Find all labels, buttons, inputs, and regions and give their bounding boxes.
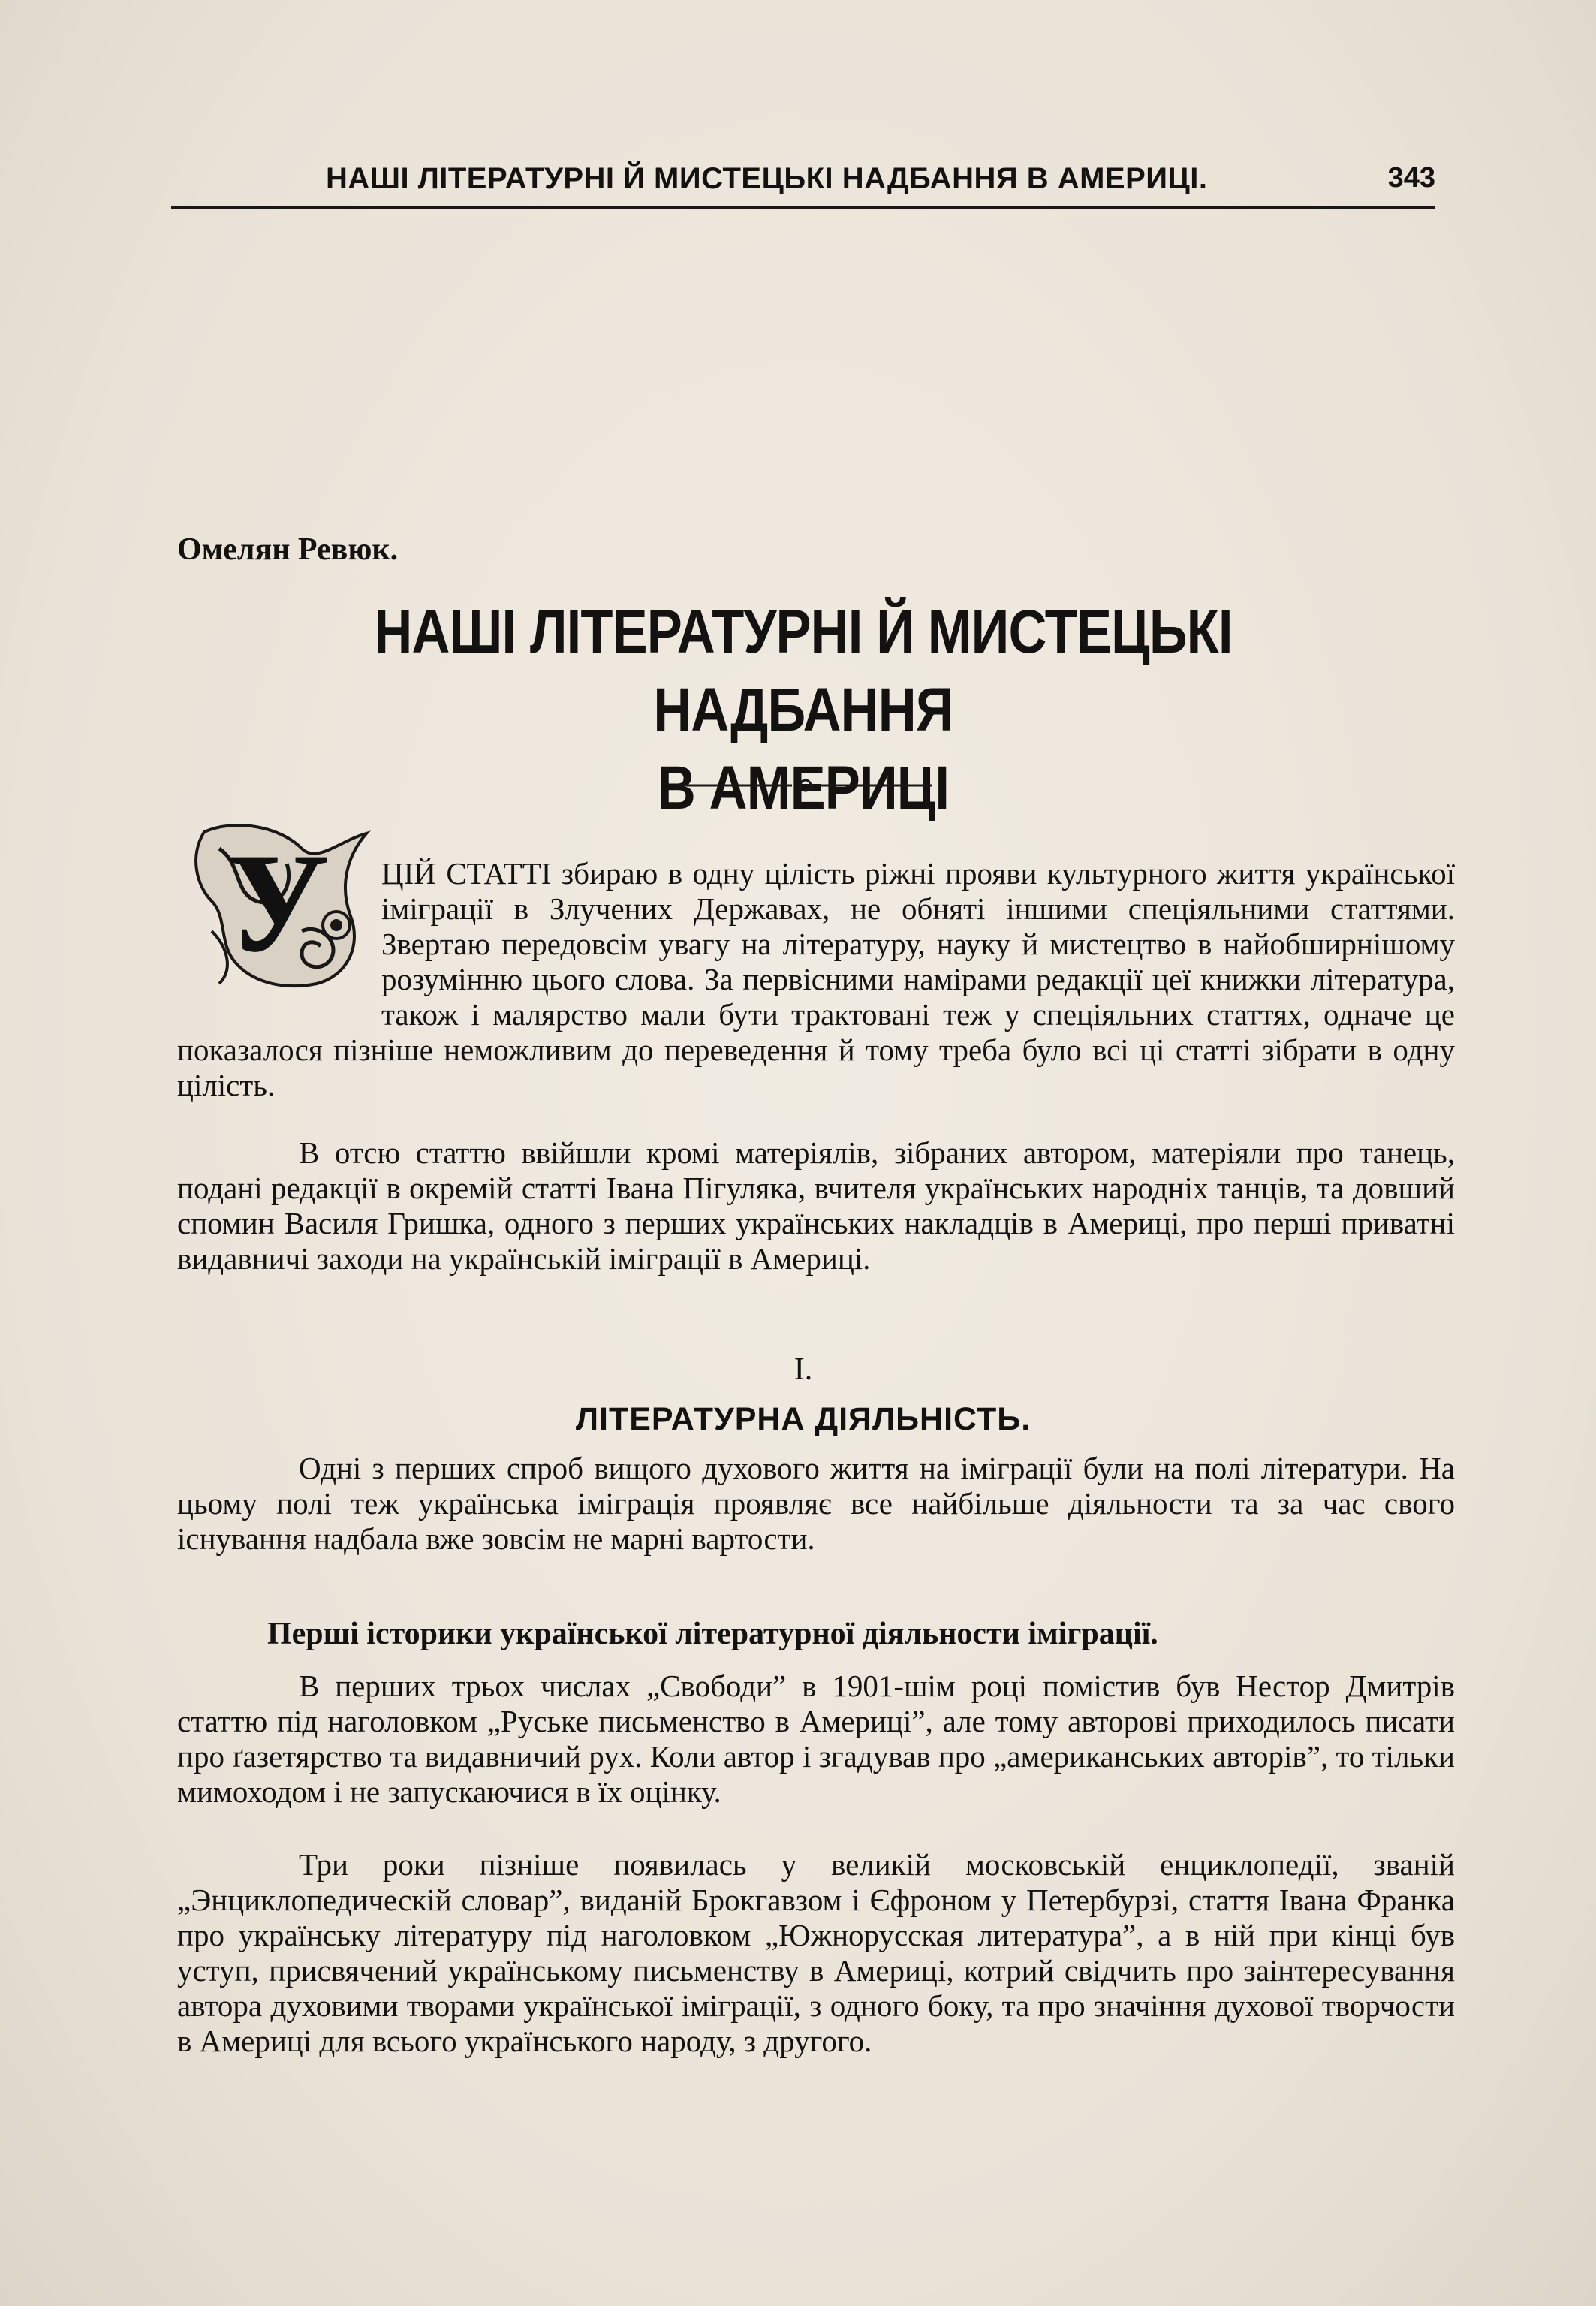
- article-title-line-2: В АМЕРИЦІ: [657, 754, 950, 822]
- paragraph-5: Три роки пізніше появилась у великій московській енциклопедії, званій „Энциклопедическій словар”, виданій Брокгавзом і Єфроном у Петербурзі, стаття Івана Франка про українську літературу під наголовком „Южнорусская литература”, а в ній при кінці був уступ, присвячений українському письменству в Америці, котрий свідчить про заінтересування автора духовими творами української іміграції, з одного боку, та про значіння духової творчости в Америці для всього українського народу, з другого.: [177, 1847, 1455, 2058]
- paragraph-3: Одні з перших спроб вищого духового життя на іміграції були на полі літератури. На цьому полі теж українська іміграція проявляє все найбільше діяльности та за час свого існування надбала вже зовсім не марні вартости.: [177, 1451, 1455, 1556]
- page-number: 343: [1387, 162, 1435, 194]
- dropcap-spacer: [177, 856, 381, 999]
- paragraph-2: В отсю статтю ввійшли кромі матеріялів, зібраних автором, матеріяли про танець, подані редакції в окремій статті Івана Пігуляка, вчителя українських народніх танців, та довший спомин Василя Гришка, одного з перших українських накладців в Америці, про перші приватні видавничі заходи на українській іміграції в Америці.: [177, 1135, 1455, 1276]
- section-title: ЛІТЕРАТУРНА ДІЯЛЬНІСТЬ.: [575, 1401, 1031, 1437]
- section-number: I.: [793, 1352, 813, 1387]
- intro-lead-words: ЦІЙ СТАТТІ: [381, 856, 552, 891]
- article-title-line-1: НАШІ ЛІТЕРАТУРНІ Й МИСТЕЦЬКІ НАДБАННЯ: [374, 598, 1233, 744]
- intro-text: збираю в одну цілість ріжні прояви культурного життя української іміграції в Злучених Державах, не обняті іншими спеціяльними статтями. Звертаю передовсім увагу на літературу, науку й мистецтво в найобширнішому розумінню цього слова. За первісними намірами редакції цеї книжки література, також і малярство мали бути трактовані теж у спеціяльних статтях, одначе це показалося пізніше неможливим до переведення й тому треба було всі ці статті зібрати в одну цілість.: [177, 856, 1456, 1102]
- intro-paragraph: [177, 856, 1455, 1103]
- title-ornament-rule: [679, 776, 932, 794]
- paragraph-4: В перших трьох числах „Свободи” в 1901-шім році помістив був Нестор Дмитрів статтю під наголовком „Руське письменство в Америці”, але тому авторові приходилось писати про ґазетярство та видавничий рух. Коли автор і згадував про „американських авторів”, то тільки мимоходом і не запускаючися в їх оцінку.: [177, 1668, 1455, 1809]
- author-name: Омелян Ревюк.: [177, 532, 399, 567]
- svg-text:У: У: [225, 824, 330, 982]
- running-head: [171, 161, 1435, 209]
- running-title: НАШІ ЛІТЕРАТУРНІ Й МИСТЕЦЬКІ НАДБАННЯ В АМЕРИЦІ.: [326, 162, 1208, 195]
- subheading: Перші історики української літературної діяльности іміграції.: [267, 1617, 1158, 1651]
